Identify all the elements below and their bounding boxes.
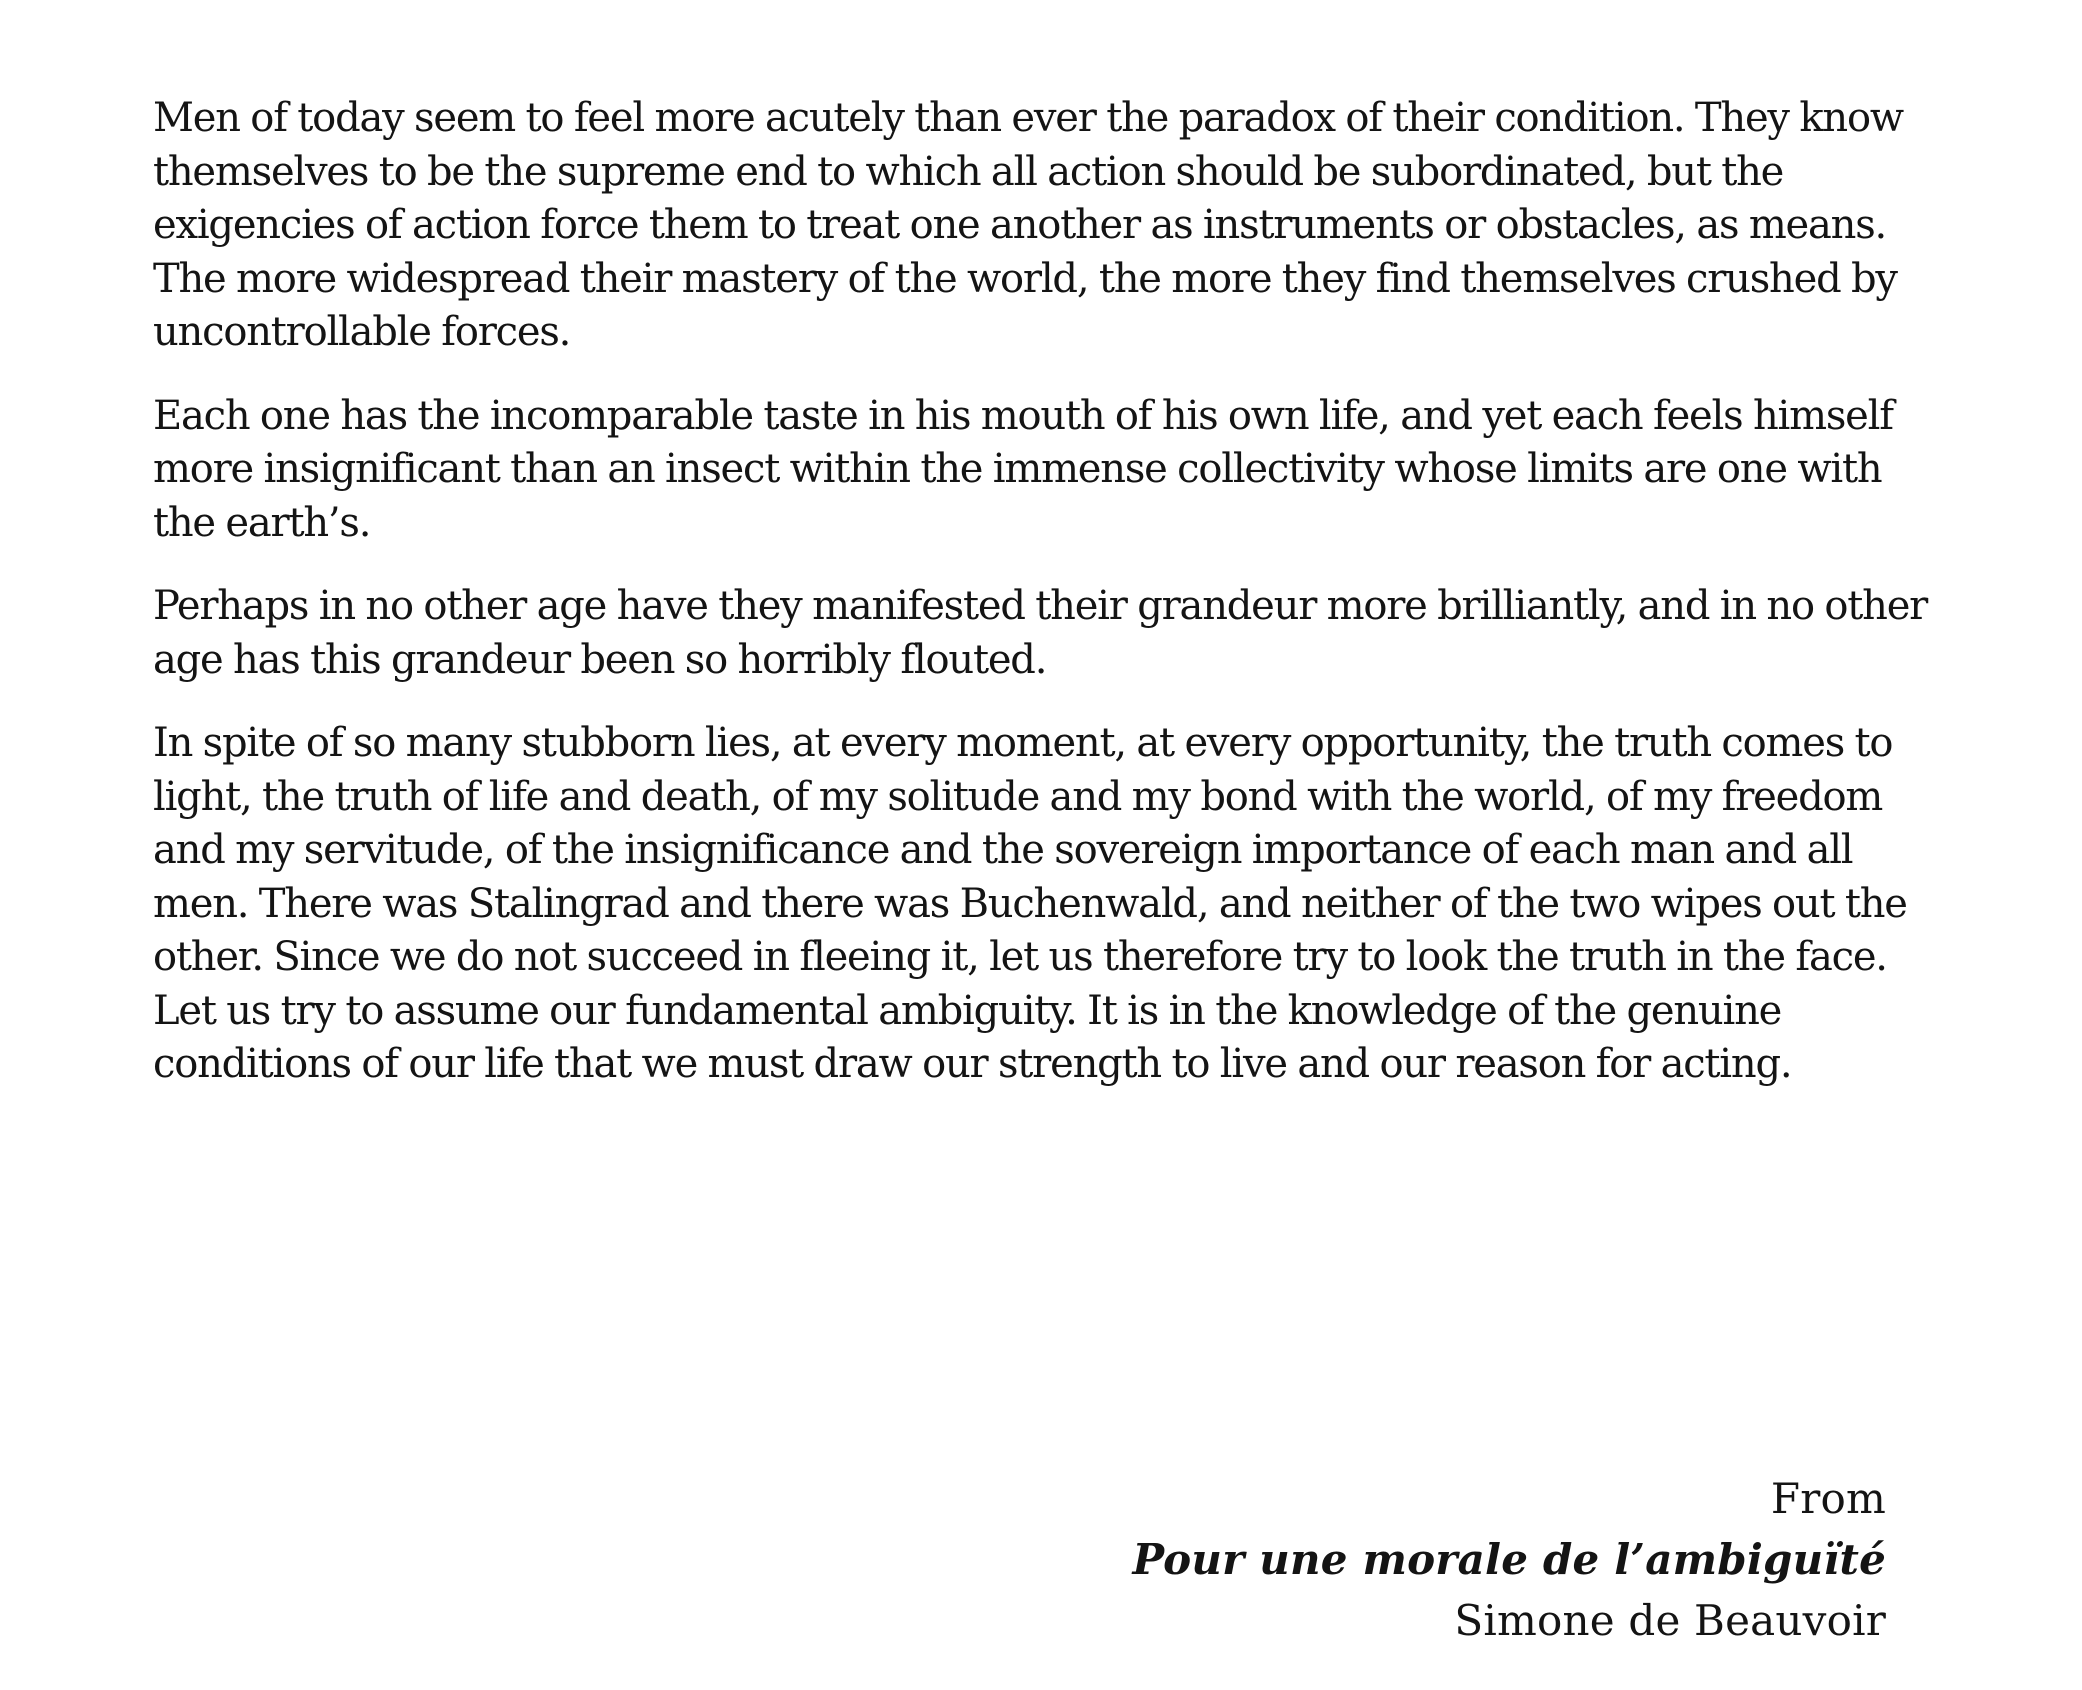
paragraph-3: Perhaps in no other age have they manifested their grandeur more brilliantly, and in no other age has this grandeur been so horribly flouted.	[153, 583, 1928, 683]
paragraph-4: In spite of so many stubborn lies, at every moment, at every opportunity, the truth comes to light, the truth of life and death, of my solitude and my bond with the world, of my freedom and my servitude, of the insignificance and the sovereign importance of each man and all men. There was Stalingrad and there was Buchenwald, and neither of the two wipes out the other. Since we do not succeed in fleeing it, let us therefore try to look the truth in the face. Let us try to assume our fundamental ambiguity. It is in the knowledge of the genuine conditions of our life that we must draw our strength to live and our reason for acting.	[153, 720, 1907, 1087]
quote-body	[153, 92, 1933, 1122]
paragraph-2: Each one has the incomparable taste in his mouth of his own life, and yet each feels himself more insignificant than an insect within the immense collectivity whose limits are one with the earth’s.	[153, 392, 1893, 546]
attribution-from-label: From	[1770, 1474, 1886, 1523]
attribution-work-title: Pour une morale de l’ambiguïté	[1132, 1535, 1886, 1584]
attribution-block	[1132, 1468, 1886, 1651]
attribution-author: Simone de Beauvoir	[1454, 1596, 1886, 1645]
paragraph-1: Men of today seem to feel more acutely than ever the paradox of their condition. They know themselves to be the supreme end to which all action should be subordinated, but the exigencies of action force them to treat one another as instruments or obstacles, as means. The more widespread their mastery of the world, the more they find themselves crushed by uncontrollable forces.	[153, 95, 1903, 355]
